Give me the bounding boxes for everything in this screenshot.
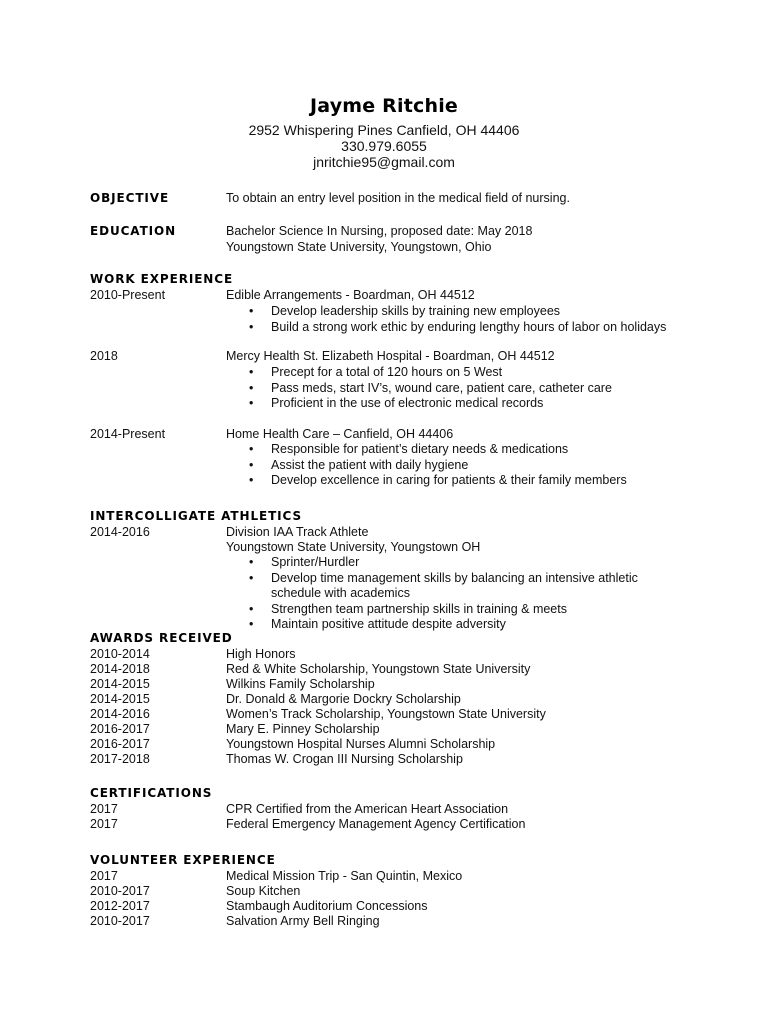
bullet-icon: • — [249, 365, 254, 379]
certification-row — [90, 817, 526, 832]
bullet-icon: • — [249, 380, 254, 395]
list-item — [249, 555, 638, 571]
email: jnritchie95@gmail.com — [313, 154, 455, 170]
award-date: 2014-2018 — [90, 662, 150, 676]
job-date: 2010-Present — [90, 288, 166, 302]
volunteer-heading: VOLUNTEER EXPERIENCE — [90, 853, 276, 867]
bullet-icon: • — [249, 570, 254, 585]
award-name: Mary E. Pinney Scholarship — [226, 722, 380, 736]
bullet-icon: • — [249, 617, 254, 631]
address: 2952 Whispering Pines Canfield, OH 44406 — [248, 122, 520, 138]
award-date: 2014-2015 — [90, 677, 150, 691]
list-item — [249, 304, 666, 320]
award-row — [90, 707, 546, 722]
athletics-division: Division IAA Track Athlete — [226, 525, 369, 539]
volunteer-name: Salvation Army Bell Ringing — [226, 914, 380, 928]
list-item — [249, 601, 638, 618]
bullet-text: Develop leadership skills by training new employees — [271, 304, 561, 318]
bullet-text: Precept for a total of 120 hours on 5 West — [271, 365, 503, 379]
bullet-text: Sprinter/Hurdler — [271, 555, 360, 569]
volunteer-date: 2012-2017 — [90, 899, 150, 913]
bullet-text: Pass meds, start IV’s, wound care, patient care, catheter care — [271, 380, 612, 395]
certification-date: 2017 — [90, 802, 118, 816]
job-bullets — [249, 365, 612, 412]
award-row — [90, 662, 531, 677]
phone: 330.979.6055 — [341, 138, 427, 154]
award-name: Thomas W. Crogan III Nursing Scholarship — [226, 752, 463, 766]
award-date: 2014-2015 — [90, 692, 150, 706]
bullet-text: Develop time management skills by balancing an intensive athletic — [271, 570, 638, 585]
certifications-heading: CERTIFICATIONS — [90, 786, 213, 800]
list-item — [249, 319, 667, 336]
list-item — [249, 473, 627, 489]
athletics-date: 2014-2016 — [90, 525, 150, 539]
certification-name: Federal Emergency Management Agency Certification — [226, 817, 526, 831]
resume-header — [0, 94, 768, 170]
awards-heading: AWARDS RECEIVED — [90, 631, 233, 645]
bullet-icon: • — [249, 457, 254, 472]
objective-heading: OBJECTIVE — [90, 191, 170, 205]
athletics-school: Youngstown State University, Youngstown OH — [226, 540, 481, 554]
volunteer-name: Soup Kitchen — [226, 884, 301, 898]
education-school: Youngstown State University, Youngstown, Ohio — [226, 240, 492, 254]
job-title: Home Health Care – Canfield, OH 44406 — [226, 427, 454, 441]
volunteer-name: Medical Mission Trip - San Quintin, Mexico — [226, 869, 463, 883]
bullet-text: schedule with academics — [271, 586, 410, 600]
award-row — [90, 737, 496, 752]
award-name: Women’s Track Scholarship, Youngstown State University — [226, 707, 546, 721]
job-bullets — [249, 304, 667, 335]
certification-date: 2017 — [90, 817, 118, 831]
job-title: Mercy Health St. Elizabeth Hospital - Boardman, OH 44512 — [226, 349, 555, 363]
education-degree: Bachelor Science In Nursing, proposed date: May 2018 — [226, 224, 533, 238]
award-name: Red & White Scholarship, Youngstown State University — [226, 662, 531, 676]
athletics-heading: INTERCOLLIGATE ATHLETICS — [90, 509, 303, 523]
volunteer-date: 2017 — [90, 869, 118, 883]
bullet-icon: • — [249, 304, 254, 318]
awards-list — [90, 647, 546, 767]
applicant-name: Jayme Ritchie — [309, 95, 458, 117]
work-experience-heading: WORK EXPERIENCE — [90, 272, 234, 286]
bullet-icon: • — [249, 396, 254, 410]
award-name: Wilkins Family Scholarship — [226, 677, 375, 691]
volunteer-date: 2010-2017 — [90, 884, 150, 898]
award-name: High Honors — [226, 647, 296, 661]
award-row — [90, 677, 375, 692]
bullet-icon: • — [249, 473, 254, 487]
list-item — [249, 365, 612, 381]
list-item-continuation — [271, 586, 638, 602]
bullet-text: Responsible for patient’s dietary needs & medications — [271, 442, 569, 456]
list-item — [249, 396, 612, 412]
award-name: Dr. Donald & Margorie Dockry Scholarship — [226, 692, 461, 706]
certifications-list — [90, 802, 526, 832]
job-date: 2018 — [90, 349, 118, 363]
job-date: 2014-Present — [90, 427, 166, 441]
list-item — [249, 457, 627, 474]
award-row — [90, 647, 296, 662]
list-item — [249, 380, 612, 397]
award-name: Youngstown Hospital Nurses Alumni Scholarship — [226, 737, 496, 751]
certification-name: CPR Certified from the American Heart Association — [226, 802, 509, 816]
bullet-text: Build a strong work ethic by enduring lengthy hours of labor on holidays — [271, 319, 667, 334]
list-item — [249, 570, 638, 587]
list-item — [249, 442, 627, 458]
education-heading: EDUCATION — [90, 224, 177, 238]
volunteer-row — [90, 869, 463, 884]
bullet-icon: • — [249, 555, 254, 569]
volunteer-list — [90, 869, 463, 929]
athletics-bullets — [249, 555, 638, 633]
award-row — [90, 722, 380, 737]
bullet-text: Assist the patient with daily hygiene — [271, 457, 469, 472]
award-date: 2016-2017 — [90, 722, 150, 736]
award-date: 2016-2017 — [90, 737, 150, 751]
award-row — [90, 692, 461, 707]
bullet-icon: • — [249, 319, 254, 334]
bullet-text: Maintain positive attitude despite adversity — [271, 617, 506, 631]
award-row — [90, 752, 463, 767]
bullet-text: Proficient in the use of electronic medical records — [271, 396, 544, 410]
objective-text: To obtain an entry level position in the medical field of nursing. — [226, 191, 570, 205]
volunteer-row — [90, 899, 428, 914]
volunteer-date: 2010-2017 — [90, 914, 150, 928]
bullet-icon: • — [249, 601, 254, 616]
volunteer-row — [90, 914, 380, 929]
job-bullets — [249, 442, 627, 489]
bullet-icon: • — [249, 442, 254, 456]
volunteer-row — [90, 884, 301, 899]
award-date: 2017-2018 — [90, 752, 150, 766]
award-date: 2010-2014 — [90, 647, 150, 661]
award-date: 2014-2016 — [90, 707, 150, 721]
list-item — [249, 617, 638, 633]
job-title: Edible Arrangements - Boardman, OH 44512 — [226, 288, 475, 302]
volunteer-name: Stambaugh Auditorium Concessions — [226, 899, 428, 913]
certification-row — [90, 802, 509, 817]
bullet-text: Strengthen team partnership skills in training & meets — [271, 601, 567, 616]
bullet-text: Develop excellence in caring for patients & their family members — [271, 473, 627, 487]
